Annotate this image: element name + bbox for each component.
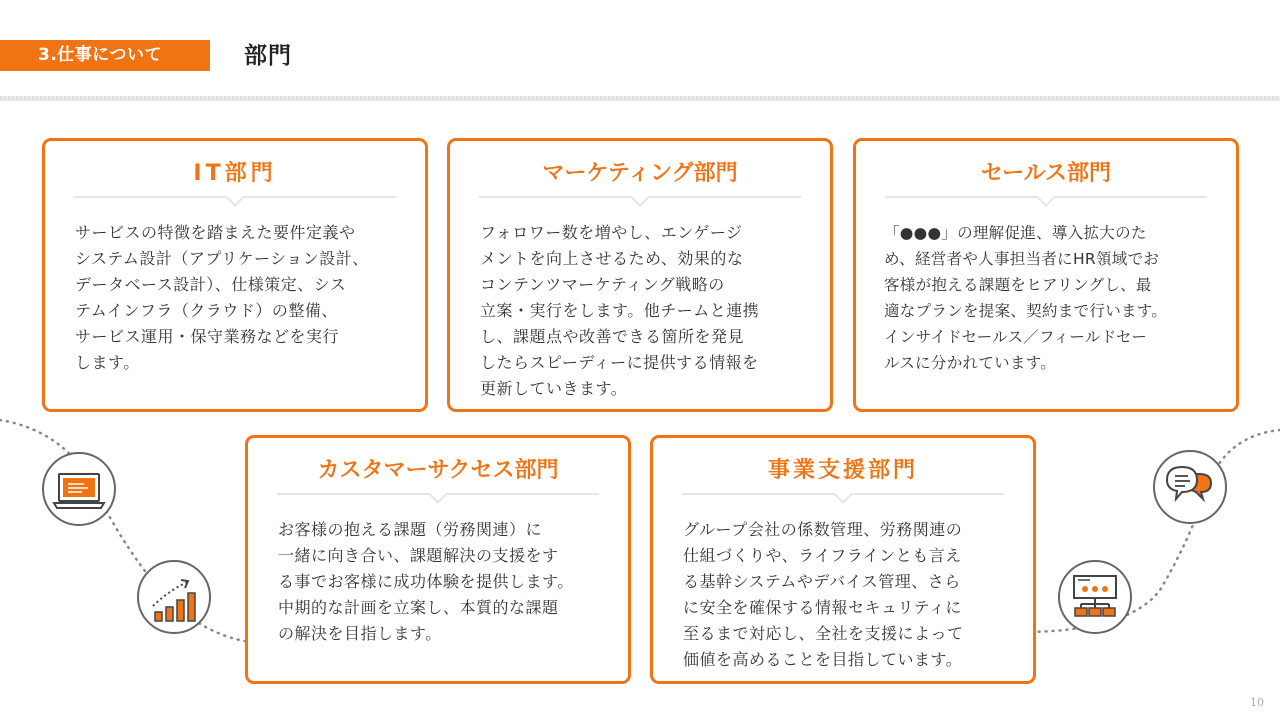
card-customer-success-department <box>245 435 631 684</box>
card-title: IT部門 <box>193 161 277 186</box>
card-description: グループ会社の係数管理、労務関連の 仕組づくりや、ライフラインとも言え る基幹システムやデバイス管理、さら に安全を確保する情報セキュリティに 至るまで対応し、全社を支援によって 価値を高めることを目指しています。 <box>683 520 964 669</box>
chat-bubbles-icon <box>1153 450 1227 524</box>
header-divider <box>0 96 1280 101</box>
card-description: フォロワー数を増やし、エンゲージ メントを向上させるため、効果的な コンテンツマーケティング戦略の 立案・実行をします。他チームと連携 し、課題点や改善できる箇所を発見 したらスピーディーに提供する情報を 更新していきます。 <box>480 223 760 398</box>
section-tag: 3.仕事について <box>0 40 210 71</box>
left-dotted-connector <box>0 410 250 650</box>
card-title: マーケティング部門 <box>542 161 738 186</box>
growth-chart-icon <box>137 560 211 634</box>
card-description: お客様の抱える課題（労務関連）に 一緒に向き合い、課題解決の支援をす る事でお客様に成功体験を提供します。 中期的な計画を立案し、本質的な課題 の解決を目指します。 <box>278 520 574 643</box>
card-title: セールス部門 <box>980 161 1112 186</box>
card-business-support-department <box>650 435 1036 684</box>
card-title: カスタマーサクセス部門 <box>317 458 559 483</box>
title-divider <box>74 196 396 198</box>
title-divider <box>479 196 801 198</box>
title-divider <box>885 196 1207 198</box>
card-sales-department <box>853 138 1239 412</box>
card-description: サービスの特徴を踏まえた要件定義や システム設計（アプリケーション設計、 データベース設計）、仕様策定、シス テムインフラ（クラウド）の整備、 サービス運用・保守業務などを実行 します。 <box>75 223 369 372</box>
page-number: 10 <box>1250 696 1264 709</box>
network-hierarchy-icon <box>1058 560 1132 634</box>
title-divider <box>682 493 1004 495</box>
card-it-department <box>42 138 428 412</box>
card-marketing-department <box>447 138 833 412</box>
page-title: 部門 <box>244 43 292 69</box>
card-description: 「●●●」の理解促進、導入拡大のた め、経営者や人事担当者にHR領域でお 客様が抱える課題をヒアリングし、最 適なプランを提案、契約まで行います。 インサイドセールス／フィールドセー ルスに分かれています。 <box>884 224 1168 372</box>
title-divider <box>277 493 599 495</box>
laptop-icon <box>42 452 116 526</box>
card-title: 事業支援部門 <box>767 458 918 483</box>
